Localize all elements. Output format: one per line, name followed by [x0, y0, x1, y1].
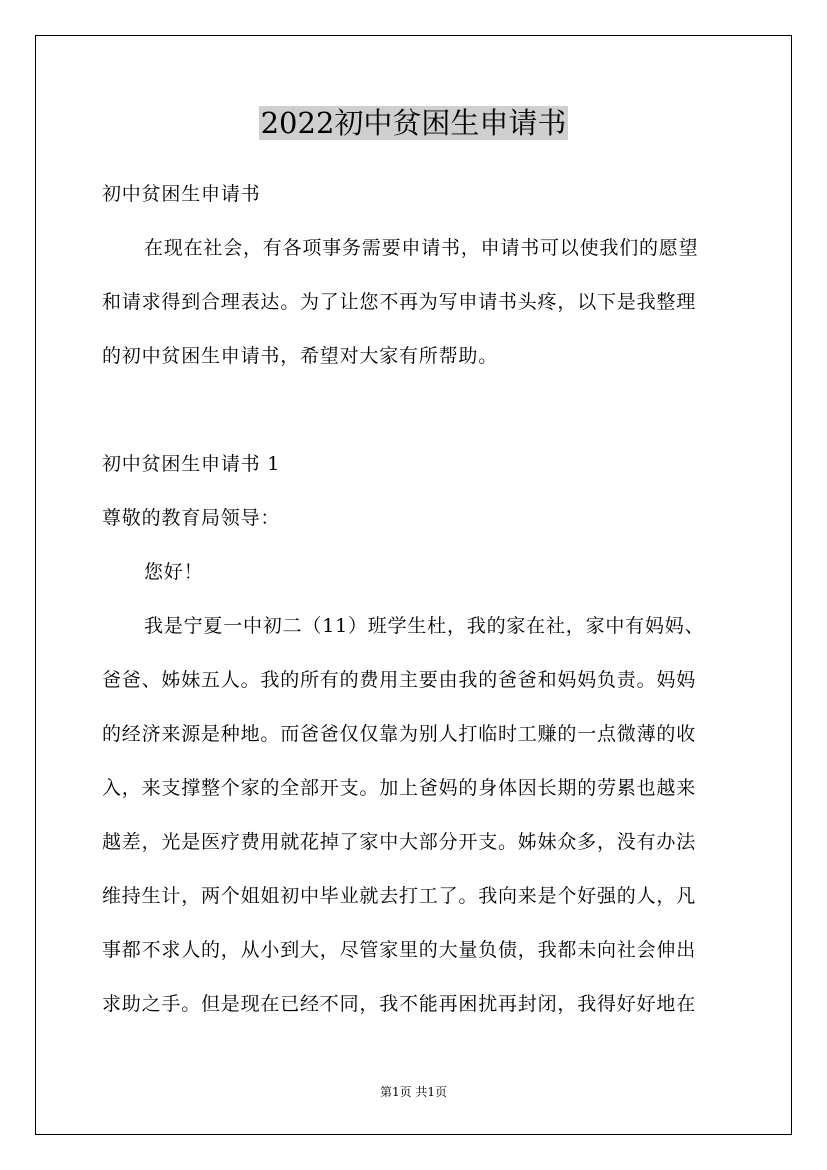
body-line-8: 求助之手。但是现在已经不同，我不能再困扰再封闭，我得好好地在	[102, 993, 697, 1015]
body-line-7: 事都不求人的，从小到大，尽管家里的大量负债，我都未向社会伸出	[102, 939, 697, 961]
greeting: 您好！	[144, 561, 204, 583]
intro-line-2: 和请求得到合理表达。为了让您不再为写申请书头疼，以下是我整理	[102, 291, 697, 313]
body-line-1: 我是宁夏一中初二（11）班学生杜，我的家在社，家中有妈妈、	[144, 615, 705, 637]
document-subtitle: 初中贫困生申请书	[102, 183, 261, 205]
body-line-3: 的经济来源是种地。而爸爸仅仅靠为别人打临时工赚的一点微薄的收	[102, 723, 697, 745]
body-line-2: 爸爸、姊妹五人。我的所有的费用主要由我的爸爸和妈妈负责。妈妈	[102, 669, 697, 691]
salutation: 尊敬的教育局领导：	[102, 507, 281, 529]
intro-line-3: 的初中贫困生申请书，希望对大家有所帮助。	[102, 345, 499, 367]
body-line-4: 入，来支撑整个家的全部开支。加上爸妈的身体因长期的劳累也越来	[102, 777, 697, 799]
body-line-5: 越差，光是医疗费用就花掉了家中大部分开支。姊妹众多，没有办法	[102, 831, 697, 853]
body-line-6: 维持生计，两个姐姐初中毕业就去打工了。我向来是个好强的人，凡	[102, 885, 697, 907]
page-footer: 第1页 共1页	[379, 1085, 448, 1099]
intro-line-1: 在现在社会，有各项事务需要申请书，申请书可以使我们的愿望	[144, 237, 699, 259]
document-title-text: 2022初中贫困生申请书	[260, 106, 567, 140]
document-title	[0, 103, 827, 143]
section-heading: 初中贫困生申请书 1	[102, 453, 281, 475]
